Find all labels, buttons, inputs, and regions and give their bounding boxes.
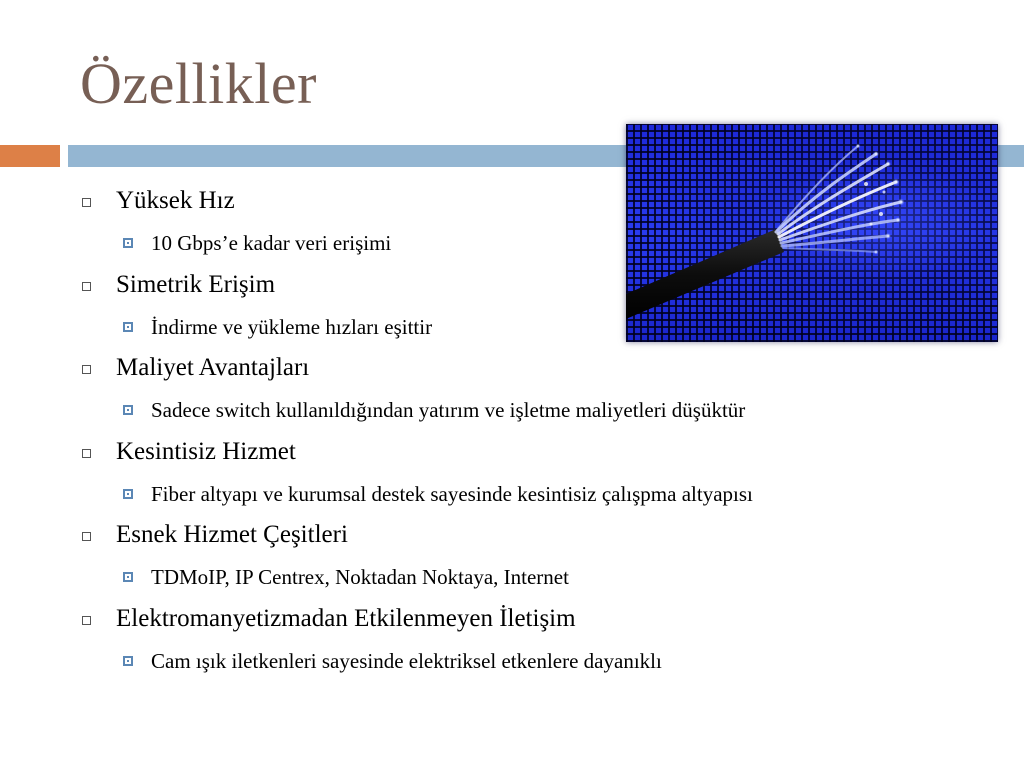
list-item: Esnek Hizmet Çeşitleri: [116, 521, 348, 548]
fiber-optic-cable-image: [626, 124, 998, 342]
list-bullet: [82, 282, 91, 291]
sub-bullet: [123, 405, 133, 415]
list-bullet: [82, 449, 91, 458]
accent-bar-orange: [0, 145, 60, 167]
fiber-optic-cable-illustration: [626, 124, 998, 342]
sub-bullet: [123, 489, 133, 499]
list-bullet: [82, 365, 91, 374]
list-bullet: [82, 616, 91, 625]
list-item: Kesintisiz Hizmet: [116, 438, 296, 465]
slide-title: Özellikler: [80, 51, 317, 116]
list-item: Yüksek Hız: [116, 187, 235, 214]
sub-bullet: [123, 572, 133, 582]
sub-list-item: 10 Gbps’e kadar veri erişimi: [151, 231, 392, 255]
sub-bullet: [123, 322, 133, 332]
list-item: Elektromanyetizmadan Etkilenmeyen İletişim: [116, 605, 576, 632]
list-item: Maliyet Avantajları: [116, 354, 310, 381]
list-bullet: [82, 198, 91, 207]
list-item: Simetrik Erişim: [116, 271, 276, 298]
sub-list-item: Cam ışık iletkenleri sayesinde elektriksel etkenlere dayanıklı: [151, 649, 662, 673]
sub-bullet: [123, 238, 133, 248]
sub-list-item: TDMoIP, IP Centrex, Noktadan Noktaya, Internet: [151, 565, 569, 589]
list-bullet: [82, 532, 91, 541]
sub-list-item: Fiber altyapı ve kurumsal destek sayesinde kesintisiz çalışpma altyapısı: [151, 482, 753, 506]
sub-bullet: [123, 656, 133, 666]
sub-list-item: İndirme ve yükleme hızları eşittir: [151, 315, 433, 339]
sub-list-item: Sadece switch kullanıldığından yatırım ve işletme maliyetleri düşüktür: [151, 398, 746, 422]
